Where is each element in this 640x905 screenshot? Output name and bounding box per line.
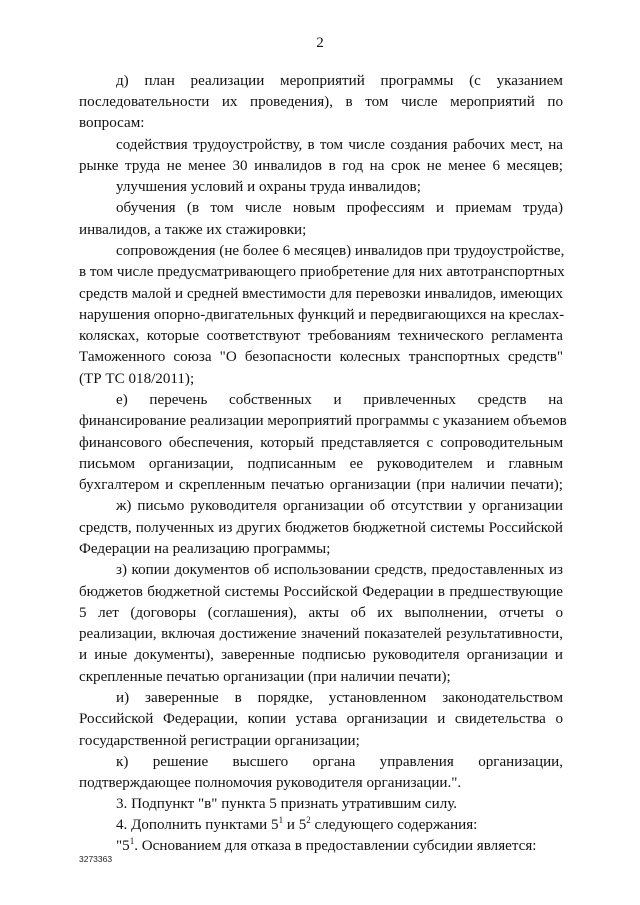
text-line: содействия трудоустройству, в том числе создания рабочих мест, на (116, 137, 563, 153)
text-line: к) решение высшего органа управления организации, (116, 754, 563, 770)
superscript: 1 (129, 836, 135, 846)
superscript: 1 (278, 815, 284, 825)
text-line: и иные документы), заверенные подписью руководителя организации и (79, 647, 563, 663)
text-line: финансирование реализации мероприятий программы с указанием объемов (79, 413, 567, 429)
text-line: ж) письмо руководителя организации об отсутствии у организации (116, 498, 563, 514)
text-line: Федерации на реализацию программы; (79, 541, 331, 557)
text-line: нарушения опорно-двигательных функций и передвигающихся на креслах- (79, 307, 565, 323)
text-line-amend-points (116, 815, 563, 835)
text-line: д) план реализации мероприятий программы (с указанием (116, 73, 563, 89)
text-line: обучения (в том числе новым профессиям и приемам труда) (116, 200, 563, 216)
text-line: Российской Федерации, копии устава организации и свидетельства о (79, 711, 563, 727)
text-line: финансового обеспечения, который представляется с сопроводительным (79, 435, 563, 451)
text-line: рынке труда не менее 30 инвалидов в год на срок не менее 6 месяцев; (79, 158, 563, 174)
page-number: 2 (316, 35, 324, 51)
text-line: средств, полученных из других бюджетов бюджетной системы Российской (79, 520, 563, 536)
text-run: следующего содержания: (310, 817, 478, 833)
text-line: скрепленные печатью организации (при наличии печати); (79, 669, 451, 685)
text-line: вопросам: (79, 115, 145, 131)
text-line: 3. Подпункт "в" пункта 5 признать утратившим силу. (116, 796, 458, 812)
text-line: сопровождения (не более 6 месяцев) инвалидов при трудоустройстве, (116, 243, 565, 259)
text-line: в том числе предусматривающего приобретение для них автотранспортных (79, 264, 565, 280)
text-line: (ТР ТС 018/2011); (79, 371, 195, 387)
document-reference-number: 3273363 (79, 854, 113, 864)
text-line: з) копии документов об использовании средств, предоставленных из (116, 562, 563, 578)
text-line: реализации, включая достижение значений показателей результативности, (79, 626, 563, 642)
text-run: и 5 (283, 817, 307, 833)
text-line: бухгалтером и скрепленным печатью организации (при наличии печати); (79, 477, 563, 493)
text-line: и) заверенные в порядке, установленном законодательством (116, 690, 563, 706)
text-line-point-5-1 (116, 836, 563, 856)
text-line: улучшения условий и охраны труда инвалидов; (116, 179, 421, 195)
superscript: 2 (306, 815, 311, 825)
text-line: инвалидов, а также их стажировки; (79, 222, 307, 238)
text-line: 5 лет (договоры (соглашения), акты об их выполнении, отчеты о (79, 605, 563, 621)
text-line: подтверждающее полномочия руководителя организации.". (79, 775, 462, 791)
text-line: средств малой и средней вместимости для перевозки инвалидов, имеющих (79, 286, 563, 302)
text-run: 4. Дополнить пунктами 5 (116, 817, 279, 833)
text-line: последовательности их проведения), в том числе мероприятий по (79, 94, 563, 110)
text-line: колясках, которые соответствуют требованиям технического регламента (79, 328, 563, 344)
text-line: письмом организации, подписанным ее руководителем и главным (79, 456, 563, 472)
text-line: государственной регистрации организации; (79, 733, 360, 749)
text-line: е) перечень собственных и привлеченных средств на (116, 392, 563, 408)
text-line: Таможенного союза "О безопасности колесных транспортных средств" (79, 349, 563, 365)
text-line: бюджетов бюджетной системы Российской Федерации в предшествующие (79, 584, 563, 600)
text-run: . Основанием для отказа в предоставлении субсидии является: (134, 838, 537, 854)
text-run: "5 (116, 838, 130, 854)
